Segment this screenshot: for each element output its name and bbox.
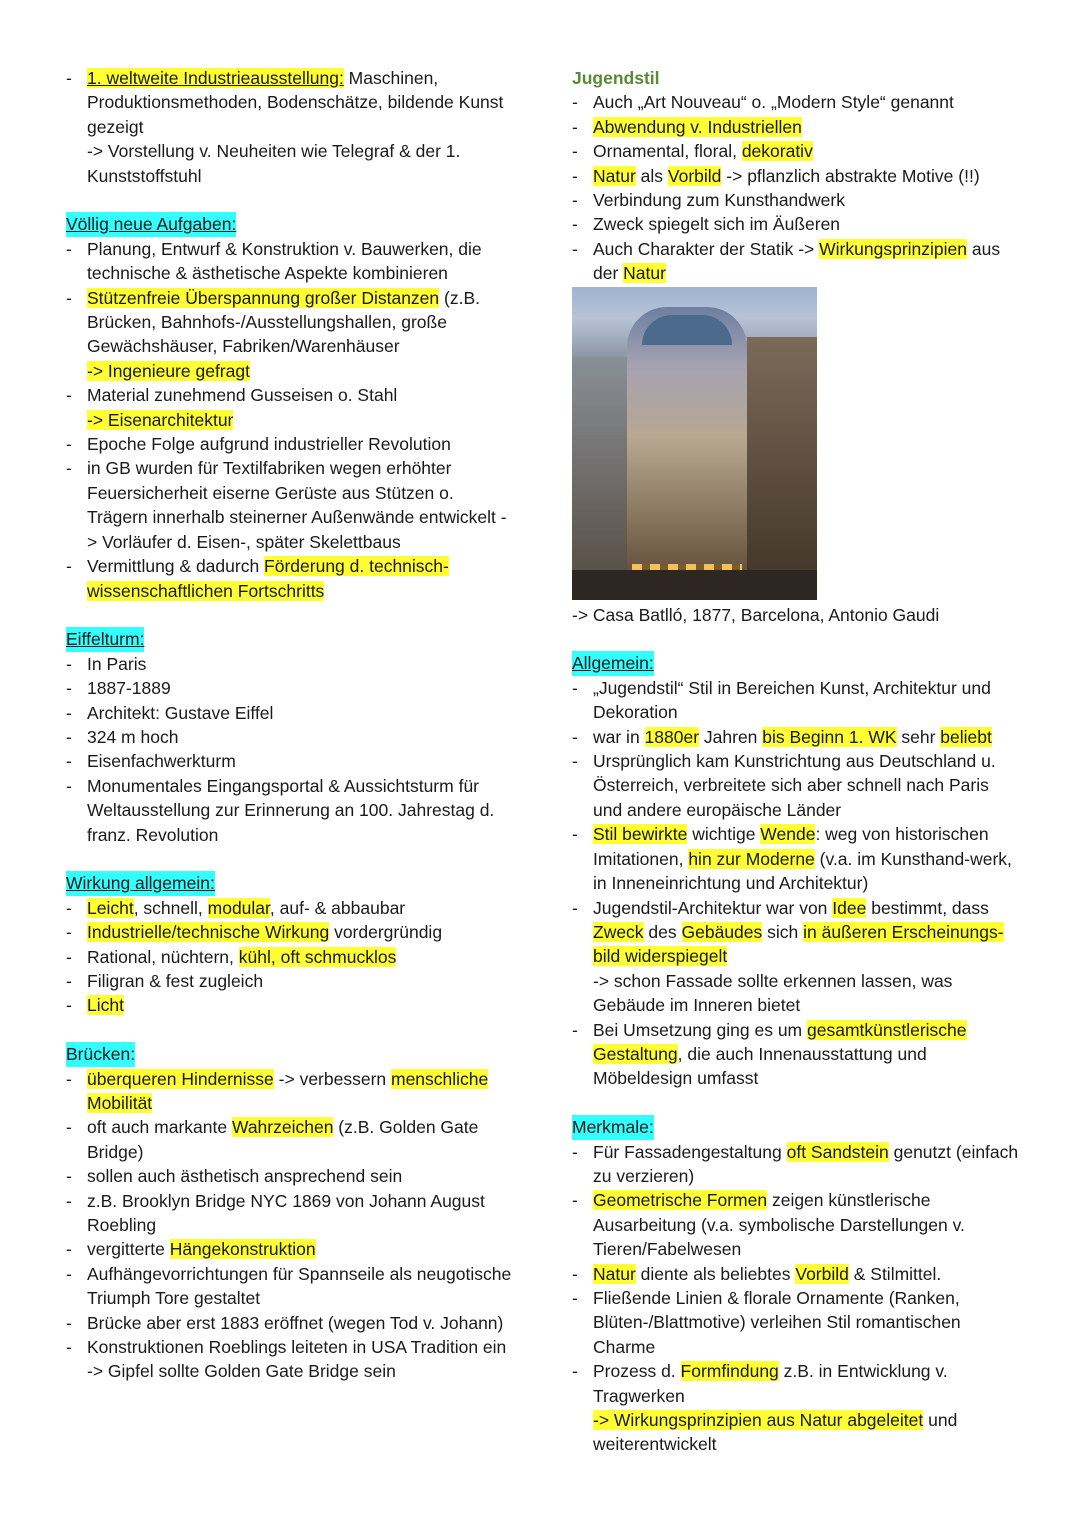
list-item	[66, 749, 516, 773]
text-run: des	[643, 921, 682, 942]
text-run: Epoche Folge aufgrund industrieller Revolution	[87, 434, 451, 455]
text-run: in GB wurden für Textilfabriken wegen erhöhter Feuersicherheit eiserne Gerüste aus Stützen o. Trägern innerhalb steinerner Außenwände entwickelt -> Vorläufer d. Eisen-, später Skelettbaus	[87, 458, 507, 552]
highlighted-text: Hängekonstruktion	[169, 1239, 316, 1260]
text-run: z.B. in Entwicklung v. Tragwerken	[593, 1361, 948, 1406]
highlighted-text: in äußeren Erscheinungs-bild widerspiegelt	[593, 921, 1004, 967]
highlighted-text: Zweck	[593, 921, 644, 942]
text-run: 324 m hoch	[87, 726, 179, 747]
bruecken-list	[66, 1067, 516, 1384]
photo-street	[572, 570, 817, 600]
text-run: In Paris	[87, 653, 147, 674]
list-item	[66, 920, 516, 944]
text-run: vergitterte	[87, 1239, 170, 1260]
text-run: Brücke aber erst 1883 eröffnet (wegen Tod v. Johann)	[87, 1312, 504, 1333]
text-run: oft auch markante	[87, 1117, 232, 1138]
list-item	[66, 383, 516, 407]
text-run: 1887-1889	[87, 678, 171, 699]
merkmale-heading: Merkmale:	[572, 1115, 654, 1139]
list-item	[66, 1115, 516, 1164]
text-run: (z.B. Brücken, Bahnhofs-/Ausstellungshallen, große Gewächshäuser, Fabriken/Warenhäuser	[87, 287, 480, 357]
list-item	[66, 66, 516, 139]
highlighted-text: -> Wirkungsprinzipien aus Natur abgeleitet	[593, 1410, 924, 1431]
text-run: sehr	[896, 726, 941, 747]
text-run: -> schon Fassade sollte erkennen lassen, was Gebäude im Inneren bietet	[593, 970, 953, 1016]
text-run: Maschinen, Produktionsmethoden, Bodenschätze, bildende Kunst gezeigt	[87, 68, 504, 137]
list-item	[66, 1335, 516, 1384]
eiffel-heading: Eiffelturm:	[66, 627, 144, 651]
photo-roof	[642, 315, 732, 345]
list-item	[66, 652, 516, 676]
jugendstil-list	[572, 90, 1022, 285]
list-item	[66, 1237, 516, 1261]
text-run: Bei Umsetzung ging es um	[593, 1019, 807, 1040]
list-item	[572, 164, 1022, 188]
list-item	[66, 286, 516, 359]
allgemein-list	[572, 676, 1022, 1091]
bruecken-heading: Brücken:	[66, 1042, 135, 1066]
aufgaben-section	[66, 212, 516, 603]
text-run: -> verbessern	[273, 1068, 391, 1089]
highlighted-text: hin zur Moderne	[688, 848, 815, 869]
wirkung-section	[66, 871, 516, 1017]
list-item	[572, 896, 1022, 969]
highlighted-text: Wirkungsprinzipien	[819, 238, 967, 259]
text-run: zeigen künstlerische Ausarbeitung (v.a. symbolische Darstellungen v. Tieren/Fabelwesen	[593, 1190, 965, 1260]
list-item	[572, 676, 1022, 725]
text-run: Jugendstil-Architektur war von	[593, 897, 833, 918]
highlighted-text: Formfindung	[680, 1361, 779, 1382]
merkmale-list	[572, 1140, 1022, 1457]
wirkung-list	[66, 896, 516, 1018]
list-item	[572, 1188, 1022, 1261]
text-run: genutzt (einfach zu verzieren)	[593, 1141, 1019, 1186]
photo-main-facade	[627, 307, 747, 597]
list-item	[572, 1018, 1022, 1091]
text-run: als	[635, 165, 668, 186]
text-run: „Jugendstil“ Stil in Bereichen Kunst, Architektur und Dekoration	[593, 677, 991, 723]
text-run: vordergründig	[329, 922, 443, 943]
list-item	[572, 822, 1022, 895]
text-run: Aufhängevorrichtungen für Spannseile als neugotische Triumph Tore gestaltet	[87, 1263, 512, 1309]
highlighted-text: Natur	[593, 1263, 636, 1284]
text-run: Prozess d.	[593, 1361, 681, 1382]
list-item	[66, 1164, 516, 1188]
highlighted-text: Abwendung v. Industriellen	[593, 116, 802, 137]
list-item	[66, 1311, 516, 1335]
list-item	[66, 774, 516, 847]
wirkung-heading: Wirkung allgemein:	[66, 871, 215, 895]
highlighted-text: -> Ingenieure gefragt	[87, 360, 250, 381]
list-item	[572, 90, 1022, 114]
text-run: und weiterentwickelt	[593, 1410, 958, 1455]
highlighted-text: Förderung d. technisch-wissenschaftlichen Fortschritts	[87, 556, 449, 601]
highlighted-text: Natur	[623, 263, 666, 284]
list-item	[572, 1286, 1022, 1359]
list-item	[572, 969, 1022, 1018]
casa-batllo-photo	[572, 287, 817, 600]
highlighted-text: Wende	[760, 824, 816, 845]
text-run: Filigran & fest zugleich	[87, 970, 264, 991]
list-item	[66, 1189, 516, 1238]
highlighted-text: Leicht	[87, 897, 134, 918]
highlighted-text: 1880er	[644, 726, 700, 747]
text-run: sollen auch ästhetisch ansprechend sein	[87, 1166, 403, 1187]
text-run: (z.B. Golden Gate Bridge)	[87, 1117, 479, 1162]
highlighted-text: modular	[207, 897, 270, 918]
list-item	[66, 237, 516, 286]
list-item	[66, 945, 516, 969]
intro-continuation: -> Vorstellung v. Neuheiten wie Telegraf & der 1. Kunststoffstuhl	[87, 141, 461, 186]
text-run: Zweck spiegelt sich im Äußeren	[593, 214, 841, 235]
text-run: Material zunehmend Gusseisen o. Stahl	[87, 385, 398, 406]
text-run: Auch Charakter der Statik ->	[593, 238, 820, 259]
text-run: Vermittlung & dadurch	[87, 556, 265, 577]
list-item	[66, 725, 516, 749]
highlighted-text: Stützenfreie Überspannung großer Distanzen	[87, 287, 440, 308]
intro-section	[66, 66, 516, 188]
highlighted-text: -> Eisenarchitektur	[87, 409, 234, 430]
highlighted-text: Vorbild	[795, 1263, 849, 1284]
list-item	[66, 676, 516, 700]
highlighted-text: überqueren Hindernisse	[87, 1068, 274, 1089]
text-run: (v.a. im Kunsthand-werk, in Inneneinrichtung und Architektur)	[593, 848, 1012, 894]
list-item	[572, 1140, 1022, 1189]
list-item	[572, 212, 1022, 236]
list-item	[572, 1262, 1022, 1286]
text-run: z.B. Brooklyn Bridge NYC 1869 von Johann August Roebling	[87, 1190, 485, 1236]
aufgaben-list	[66, 237, 516, 603]
text-run: & Stilmittel.	[848, 1263, 942, 1284]
eiffel-section	[66, 627, 516, 847]
text-run: Verbindung zum Kunsthandwerk	[593, 190, 845, 211]
highlighted-text: Natur	[593, 165, 636, 186]
text-run: diente als beliebtes	[635, 1263, 796, 1284]
highlighted-text: Idee	[832, 897, 867, 918]
text-run: war in	[593, 726, 645, 747]
list-item	[66, 701, 516, 725]
list-item	[572, 188, 1022, 212]
list-item	[572, 1359, 1022, 1408]
list-item	[66, 896, 516, 920]
highlighted-text: Industrielle/technische Wirkung	[87, 922, 330, 943]
photo-caption: -> Casa Batlló, 1877, Barcelona, Antonio Gaudi	[572, 604, 940, 625]
merkmale-section	[572, 1115, 1022, 1457]
photo-left-building	[572, 357, 632, 600]
highlighted-text: 1. weltweite Industrieausstellung:	[87, 68, 344, 88]
highlighted-text: Wahrzeichen	[231, 1117, 334, 1138]
list-item	[66, 408, 516, 432]
text-run: Für Fassadengestaltung	[593, 1141, 787, 1162]
highlighted-text: Licht	[87, 995, 124, 1016]
highlighted-text: Gebäudes	[681, 921, 763, 942]
text-run: , die auch Innenausstattung und Möbeldesign umfasst	[593, 1043, 927, 1089]
list-item	[66, 969, 516, 993]
text-run: Auch „Art Nouveau“ o. „Modern Style“ genannt	[593, 92, 954, 113]
highlighted-text: oft Sandstein	[786, 1141, 889, 1162]
text-run: Planung, Entwurf & Konstruktion v. Bauwerken, die technische & ästhetische Aspekte kombinieren	[87, 238, 482, 284]
list-item	[572, 749, 1022, 822]
highlighted-text: kühl, oft schmucklos	[238, 946, 397, 967]
jugendstil-heading: Jugendstil	[572, 68, 660, 88]
text-run: bestimmt, dass	[866, 897, 989, 918]
highlighted-text: Geometrische Formen	[593, 1190, 768, 1211]
text-run: Fließende Linien & florale Ornamente (Ranken, Blüten-/Blattmotive) verleihen Stil romantischen Charme	[593, 1288, 961, 1357]
list-item	[66, 432, 516, 456]
text-run: -> pflanzlich abstrakte Motive (!!)	[721, 165, 980, 186]
list-item	[66, 1262, 516, 1311]
jugendstil-section	[572, 66, 1022, 627]
highlighted-text: beliebt	[940, 726, 992, 747]
text-run: Monumentales Eingangsportal & Aussichtsturm für Weltausstellung zur Erinnerung an 100. Jahrestag d. franz. Revolution	[87, 775, 495, 845]
aufgaben-heading: Völlig neue Aufgaben:	[66, 212, 236, 236]
photo-right-building	[747, 337, 817, 600]
highlighted-text: gesamtkünstlerische Gestaltung	[593, 1019, 967, 1064]
highlighted-text: bis Beginn 1. WK	[762, 726, 897, 747]
list-item	[572, 1408, 1022, 1457]
highlighted-text: dekorativ	[741, 141, 813, 162]
eiffel-list	[66, 652, 516, 847]
list-item	[572, 725, 1022, 749]
text-run: : weg von historischen Imitationen,	[593, 824, 989, 869]
text-run: Eisenfachwerkturm	[87, 751, 236, 772]
list-item	[66, 359, 516, 383]
text-run: Ursprünglich kam Kunstrichtung aus Deutschland u. Österreich, verbreitete sich aber schnell nach Paris und andere europäische Länder	[593, 751, 996, 820]
highlighted-text: Vorbild	[667, 165, 722, 186]
highlighted-text: menschliche Mobilität	[87, 1068, 489, 1113]
list-item	[66, 993, 516, 1017]
text-run: Konstruktionen Roeblings leiteten in USA Tradition ein -> Gipfel sollte Golden Gate Bridge sein	[87, 1337, 507, 1382]
text-run: , schnell,	[133, 897, 208, 918]
list-item	[66, 1067, 516, 1116]
left-column	[66, 66, 516, 1408]
list-item	[66, 554, 516, 603]
text-run: , auf- & abbaubar	[269, 897, 406, 918]
right-column	[572, 66, 1022, 1481]
list-item	[66, 456, 516, 554]
text-run: Rational, nüchtern,	[87, 946, 239, 967]
text-run: Architekt: Gustave Eiffel	[87, 702, 274, 723]
highlighted-text: Stil bewirkte	[593, 824, 688, 845]
text-run: aus der	[593, 238, 1001, 284]
text-run: Jahren	[699, 726, 763, 747]
text-run: Ornamental, floral,	[593, 141, 742, 162]
text-run: sich	[762, 921, 804, 942]
allgemein-heading: Allgemein:	[572, 651, 654, 675]
list-item	[572, 115, 1022, 139]
allgemein-section	[572, 651, 1022, 1090]
text-run: wichtige	[687, 824, 761, 845]
bruecken-section	[66, 1042, 516, 1384]
list-item	[572, 139, 1022, 163]
list-item	[572, 237, 1022, 286]
intro-list	[66, 66, 516, 139]
